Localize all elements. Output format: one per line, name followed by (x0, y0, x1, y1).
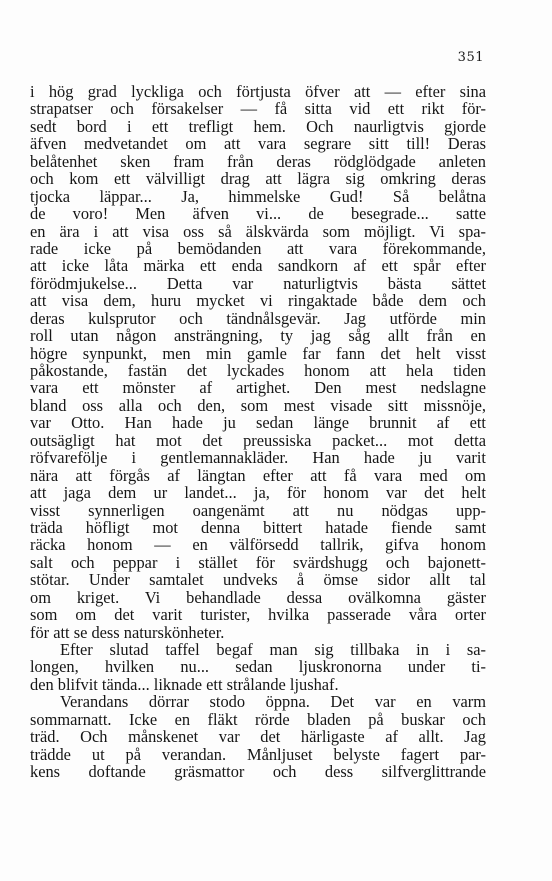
text-line: som om det varit turister, hvilka passerade våra orter (30, 605, 486, 625)
text-line: deras kulsprutor och tändnålsgevär. Jag utförde min (30, 308, 486, 328)
text-line: strapatser och försakelser — få sitta vid ett rikt för- (30, 99, 486, 119)
text-line: i hög grad lyckliga och förtjusta öfver att — efter sina (30, 82, 486, 101)
text-line: tjocka läppar... Ja, himmelske Gud! Så belåtna (30, 186, 486, 206)
text-line: salt och peppar i stället för svärdshugg och bajonett- (30, 552, 486, 572)
text-line: Verandans dörrar stodo öppna. Det var en varm (60, 692, 486, 712)
text-line: visst synnerligen oangenämt att nu nödgas upp- (30, 500, 486, 520)
text-line: om kriget. Vi behandlade dessa ovälkomna gäster (30, 587, 486, 607)
text-line: att jaga dem ur landet... ja, för honom var det helt (30, 483, 486, 503)
text-line: högre synpunkt, men min gamle far fann det helt visst (30, 343, 486, 363)
text-line: var Otto. Han hade ju sedan länge brunnit af ett (30, 413, 486, 433)
text-line: outsägligt hat mot det preussiska packet... mot detta (30, 430, 486, 450)
text-line: röfvarefölje i gentlemannakläder. Han hade ju varit (30, 448, 486, 468)
text-line: en ära i att visa oss så älskvärda som möjligt. Vi spa- (30, 221, 486, 241)
text-line: vara ett mönster af artighet. Den mest nedslagne (30, 378, 486, 398)
text-line: sommarnatt. Icke en fläkt rörde bladen på buskar och (30, 709, 486, 729)
text-line: roll utan någon ansträngning, ty jag såg allt från en (30, 326, 486, 346)
text-line: nära att förgås af längtan efter att få vara med om (30, 465, 486, 485)
text-line: den blifvit tända... liknade ett strålande ljushaf. (30, 674, 339, 694)
text-line: och kom ett välvilligt drag att lägra sig omkring deras (30, 169, 486, 189)
text-line: för att se dess naturskönheter. (30, 622, 225, 642)
text-line: trädde ut på verandan. Månljuset belyste fagert par- (30, 744, 486, 764)
page-number: 351 (457, 50, 484, 65)
text-line: träda höfligt mot denna bittert hatade fiende samt (30, 517, 486, 537)
text-line: rade icke på bemödanden att vara förekommande, (30, 238, 486, 258)
text-line: longen, hvilken nu... sedan ljuskronorna under ti- (30, 657, 486, 677)
text-line: räcka honom — en välförsedd tallrik, gifva honom (30, 535, 486, 555)
text-line: kens doftande gräsmattor och dess silfverglittrande (30, 762, 486, 782)
text-line: förödmjukelse... Detta var naturligtvis bästa sättet (30, 273, 486, 293)
body-text (30, 83, 486, 781)
text-line: träd. Och månskenet var det härligaste af allt. Jag (30, 727, 486, 747)
text-line: påkostande, fastän det lyckades honom att hela tiden (30, 361, 486, 380)
text-line: bland oss alla och den, som mest visade sitt missnöje, (30, 395, 486, 415)
text-line: äfven medvetandet om att vara segrare sitt till! Deras (30, 134, 486, 154)
text-line: de voro! Men äfven vi... de besegrade... satte (30, 204, 486, 224)
text-line: att visa dem, huru mycket vi ringaktade både dem och (30, 291, 486, 311)
text-line: att icke låta märka ett enda sandkorn af ett spår efter (30, 256, 486, 276)
text-line: Efter slutad taffel begaf man sig tillbaka in i sa- (60, 640, 486, 659)
text-line: sedt bord i ett trefligt hem. Och naurligtvis gjorde (30, 116, 486, 136)
text-line: stötar. Under samtalet undveks å ömse sidor allt tal (30, 570, 486, 590)
text-line: belåtenhet sken fram från deras rödglödgade anleten (30, 151, 486, 171)
